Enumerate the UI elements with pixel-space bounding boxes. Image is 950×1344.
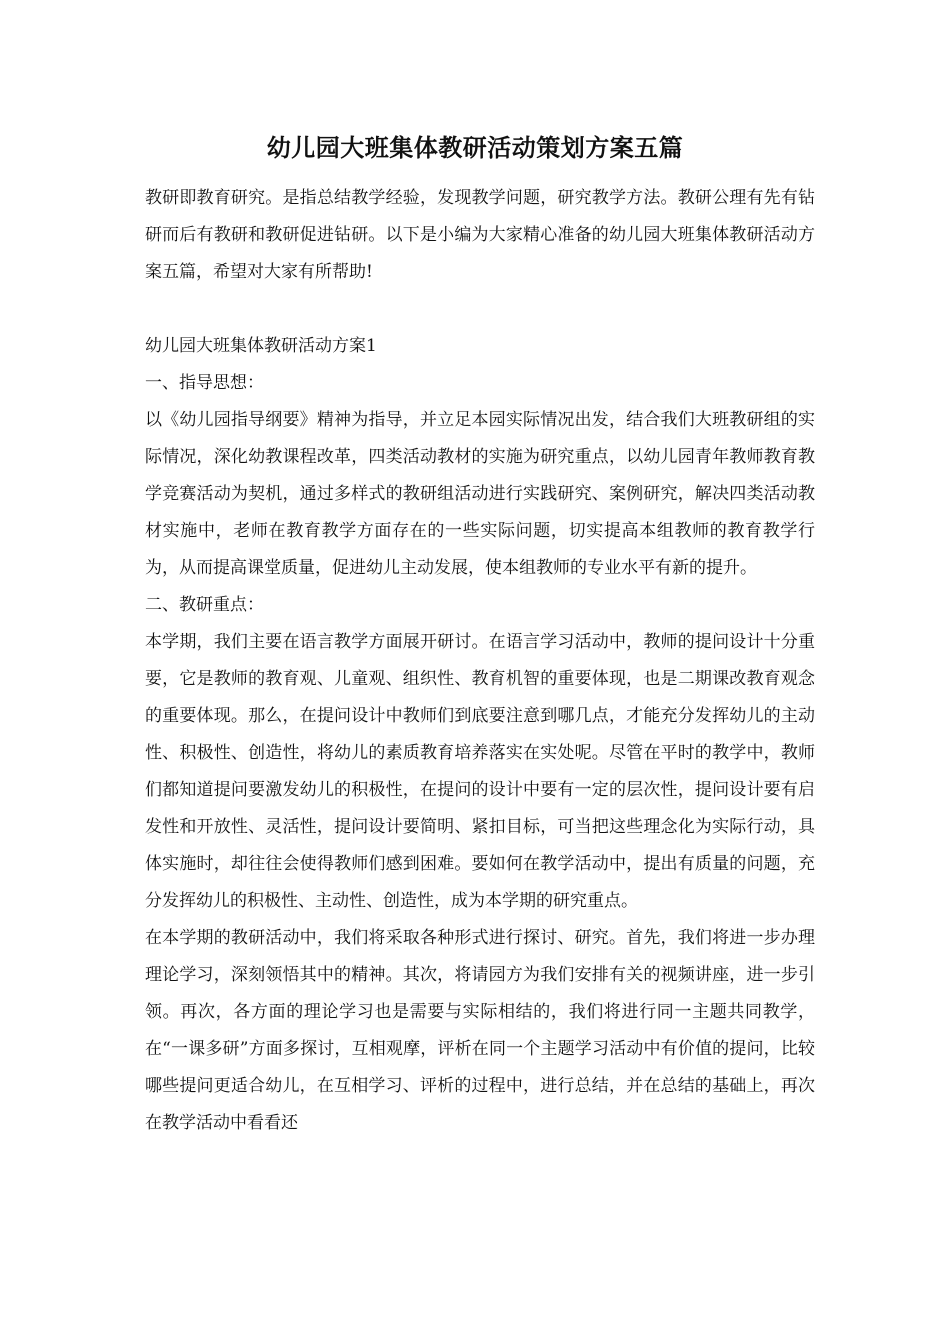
intro-paragraph: 教研即教育研究。是指总结教学经验，发现教学问题，研究教学方法。教研公理有先有钻研而后有教研和教研促进钻研。以下是小编为大家精心准备的幼儿园大班集体教研活动方案五篇，希望对大家有所帮助! xyxy=(145,188,815,282)
research-focus-paragraph: 本学期，我们主要在语言教学方面展开研讨。在语言学习活动中，教师的提问设计十分重要，它是教师的教育观、儿童观、组织性、教育机智的重要体现，也是二期课改教育观念的重要体现。那么，在提问设计中教师们到底要注意到哪几点，才能充分发挥幼儿的主动性、积极性、创造性，将幼儿的素质教育培养落实在实处呢。尽管在平时的教学中，教师们都知道提问要激发幼儿的积极性，在提问的设计中要有一定的层次性，提问设计要有启发性和开放性、灵活性，提问设计要简明、紧扣目标，可当把这些理念化为实际行动，具体实施时，却往往会使得教师们感到困难。要如何在教学活动中，提出有质量的问题，充分发挥幼儿的积极性、主动性、创造性，成为本学期的研究重点。 xyxy=(145,632,815,911)
subheading-research-focus: 二、教研重点： xyxy=(145,595,264,615)
paragraph-spacer xyxy=(145,291,815,328)
section-title: 幼儿园大班集体教研活动方案1 xyxy=(145,336,377,356)
guiding-ideology-paragraph: 以《幼儿园指导纲要》精神为指导，并立足本园实际情况出发，结合我们大班教研组的实际情况，深化幼教课程改革，四类活动教材的实施为研究重点，以幼儿园青年教师教育教学竞赛活动为契机，通过多样式的教研组活动进行实践研究、案例研究，解决四类活动教材实施中，老师在教育教学方面存在的一些实际问题，切实提高本组教师的教育教学行为，从而提高课堂质量，促进幼儿主动发展，使本组教师的专业水平有新的提升。 xyxy=(145,410,815,578)
subheading-guiding-ideology: 一、指导思想： xyxy=(145,373,264,393)
document-title: 幼儿园大班集体教研活动策划方案五篇 xyxy=(266,133,684,162)
document-body xyxy=(145,180,815,1142)
activity-plan-paragraph: 在本学期的教研活动中，我们将采取各种形式进行探讨、研究。首先，我们将进一步办理理论学习，深刻领悟其中的精神。其次，将请园方为我们安排有关的视频讲座，进一步引领。再次，各方面的理论学习也是需要与实际相结的，我们将进行同一主题共同教学，在“一课多研”方面多探讨，互相观摩，评析在同一个主题学习活动中有价值的提问，比较哪些提问更适合幼儿，在互相学习、评析的过程中，进行总结，并在总结的基础上，再次在教学活动中看看还 xyxy=(145,928,815,1133)
